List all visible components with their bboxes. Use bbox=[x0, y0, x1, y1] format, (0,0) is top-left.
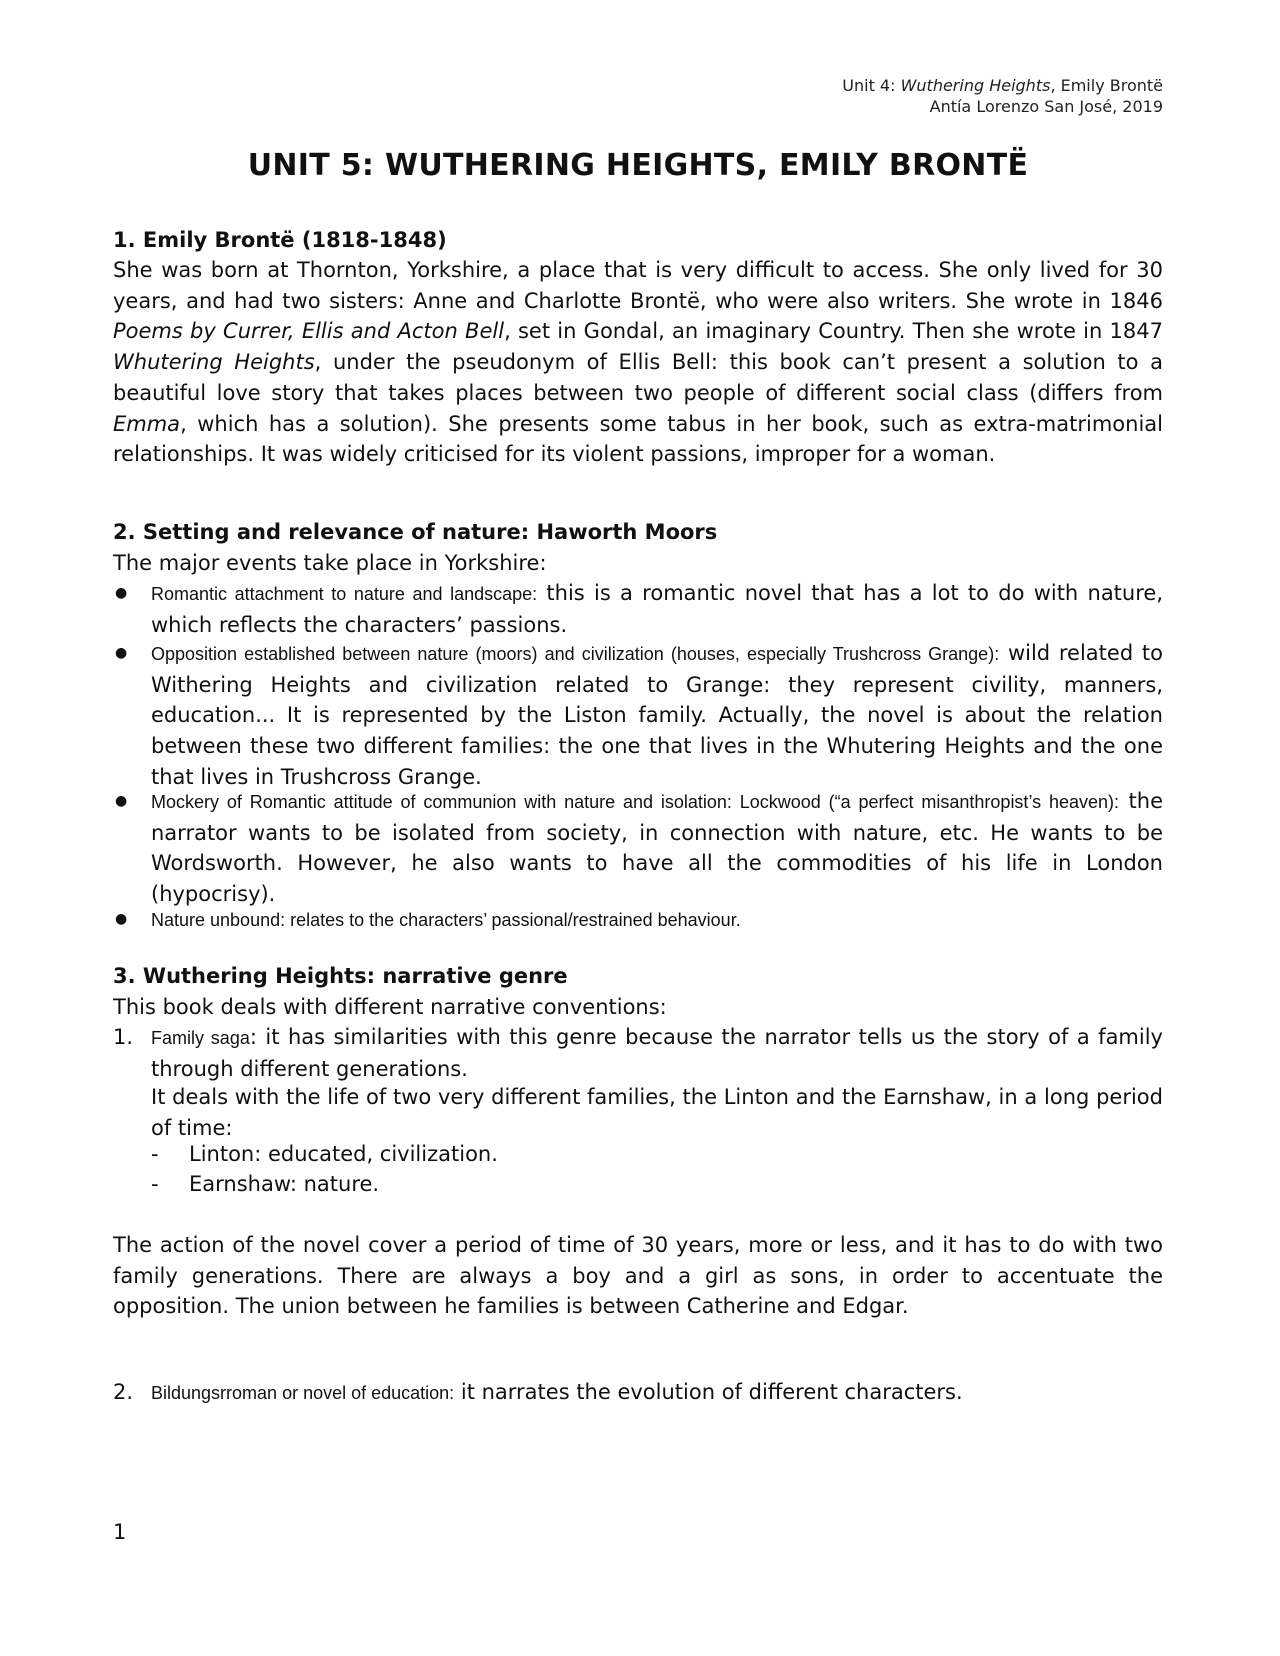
numbered-item bbox=[113, 1377, 1163, 1409]
italic-title: Poems by Currer, Ellis and Acton Bell bbox=[113, 319, 505, 344]
italic-title: Emma bbox=[113, 411, 181, 436]
item-text: : it has similarities with this genre because the narrator tells us the story of a family through different generations. bbox=[151, 1025, 1163, 1081]
section-3-heading: 3. Wuthering Heights: narrative genre bbox=[113, 964, 568, 988]
numbered-item-continuation: It deals with the life of two very different families, the Linton and the Earnshaw, in a long period of time: bbox=[151, 1085, 1163, 1140]
list-item bbox=[115, 638, 1163, 793]
header-prefix: Unit 4: bbox=[842, 76, 901, 95]
item-number: 2. bbox=[113, 1380, 134, 1404]
bullet-text: wild related to Withering Heights and civilization related to Grange: they represent civility, manners, education... It is represented by the Liston family. Actually, the novel is about the relation between these two different families: the one that lives in the Whutering Heights and the one that lives in Trushcross Grange. bbox=[151, 641, 1163, 789]
bullet-label: Nature unbound: relates to the characters’ passional/restrained behaviour. bbox=[151, 910, 741, 930]
bullet-icon: ● bbox=[115, 911, 128, 927]
list-item bbox=[115, 578, 1163, 640]
running-header-unit bbox=[842, 76, 1163, 96]
dash-marker: - bbox=[151, 1172, 159, 1196]
dash-marker: - bbox=[151, 1142, 159, 1166]
item-label: Bildungsrroman or novel of education: bbox=[151, 1383, 455, 1403]
bullet-label: Mockery of Romantic attitude of communion with nature and isolation: Lockwood (“a perfect misanthropist’s heaven): bbox=[151, 792, 1120, 812]
item-number: 1. bbox=[113, 1025, 134, 1049]
section-3-paragraph: The action of the novel cover a period of time of 30 years, more or less, and it has to do with two family generations. There are always a boy and a girl as sons, in order to accentuate the opposition. The union between he families is between Catherine and Edgar. bbox=[113, 1233, 1163, 1319]
dash-item-earnshaw: Earnshaw: nature. bbox=[189, 1172, 380, 1196]
section-2-heading: 2. Setting and relevance of nature: Haworth Moors bbox=[113, 520, 718, 544]
header-author: , Emily Brontë bbox=[1050, 76, 1163, 95]
text-run: , under the pseudonym of Ellis Bell: this book can’t present a solution to a beautiful love story that takes places between two people of different social class (differs from bbox=[113, 350, 1163, 405]
section-1-paragraph bbox=[113, 255, 1163, 470]
item-text: it narrates the evolution of different characters. bbox=[454, 1380, 963, 1404]
bullet-label: Opposition established between nature (moors) and civilization (houses, especially Trushcross Grange): bbox=[151, 644, 1000, 664]
page-number: 1 bbox=[113, 1520, 127, 1544]
numbered-item bbox=[113, 1022, 1163, 1084]
bullet-icon: ● bbox=[115, 645, 128, 661]
item-label: Family saga bbox=[151, 1028, 250, 1048]
dash-item-linton: Linton: educated, civilization. bbox=[189, 1142, 498, 1166]
bullet-icon: ● bbox=[115, 793, 128, 809]
section-2-intro: The major events take place in Yorkshire: bbox=[113, 551, 547, 575]
list-item bbox=[115, 786, 1164, 910]
italic-title: Whutering Heights bbox=[113, 350, 315, 375]
running-header-author: Antía Lorenzo San José, 2019 bbox=[929, 97, 1163, 116]
list-item bbox=[115, 904, 1163, 936]
header-book-title: Wuthering Heights bbox=[900, 76, 1051, 95]
bullet-label: Romantic attachment to nature and landscape: bbox=[151, 584, 538, 604]
bullet-text: this is a romantic novel that has a lot to do with nature, which reflects the characters’ passions. bbox=[151, 581, 1163, 637]
text-run: , which has a solution). She presents some tabus in her book, such as extra-matrimonial relationships. It was widely criticised for its violent passions, improper for a woman. bbox=[113, 411, 1163, 467]
page-title: UNIT 5: WUTHERING HEIGHTS, EMILY BRONTË bbox=[247, 148, 1029, 183]
text-run: She was born at Thornton, Yorkshire, a place that is very difficult to access. She only lived for 30 years, and had two sisters: Anne and Charlotte Brontë, who were also writers. She wrote in 1846 bbox=[113, 258, 1163, 313]
bullet-text: the narrator wants to be isolated from society, in connection with nature, etc. He wants to be Wordsworth. However, he also wants to have all the commodities of his life in London (hypocrisy). bbox=[151, 789, 1164, 907]
section-1-heading: 1. Emily Brontë (1818-1848) bbox=[113, 228, 447, 252]
bullet-icon: ● bbox=[115, 585, 128, 601]
text-run: , set in Gondal, an imaginary Country. Then she wrote in 1847 bbox=[504, 319, 1164, 344]
section-3-intro: This book deals with different narrative conventions: bbox=[113, 995, 667, 1019]
